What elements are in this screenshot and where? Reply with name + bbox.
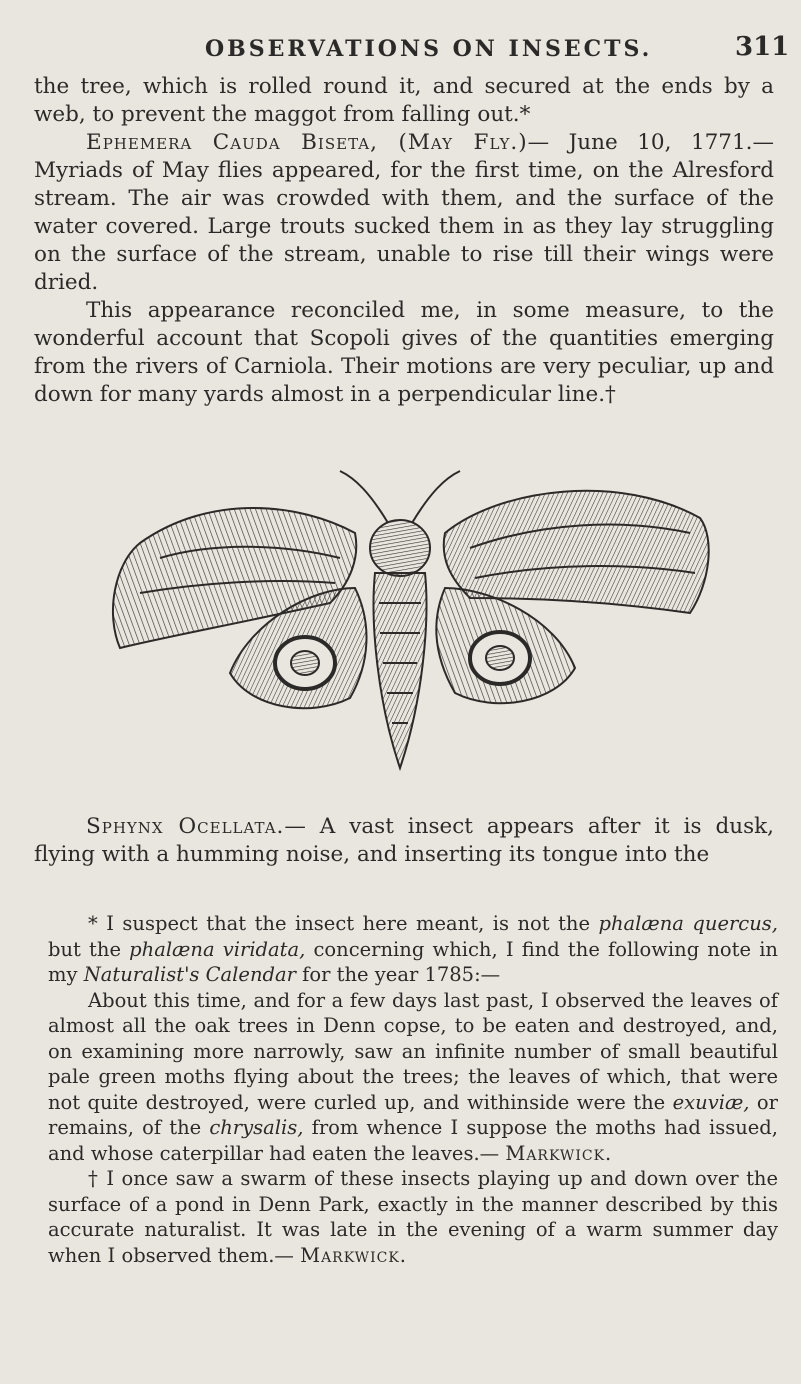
footnote-text: but the [48, 937, 130, 961]
footnote-italic: Naturalist's Calendar [83, 963, 296, 986]
footnote-text: for the year 1785:— [295, 963, 501, 986]
footnote-quotation [48, 988, 778, 1167]
footnote-italic: phalæna quercus, [598, 912, 778, 935]
entry-heading-sphynx: Sphynx Ocellata. [86, 814, 285, 839]
footnote-italic: exuviæ, [672, 1090, 750, 1114]
page-header [0, 30, 801, 70]
footnote-text: concerning which, I find the following note in my [48, 937, 778, 986]
footnote-text: † I once saw a swarm of these insects playing up and down over the surface of a pond in Denn Park, exactly in the manner described by this accurate naturalist. It was late in the evening of a warm summer day when I observed them.— [48, 1167, 778, 1267]
footnote-text: About this time, and for a few days last past, I observed the leaves of almost all the oak trees in Denn copse, to be eaten and destroyed, and, on examining more narrowly, saw an infinite number of small beautiful pale green moths flying about the trees; the leaves of which, that were not quite destroyed, were curled up, and withinside were the [48, 988, 778, 1114]
hawk-moth-engraving-icon [100, 463, 720, 788]
footnote-asterisk [48, 911, 778, 988]
footnote-signature: Markwick. [300, 1243, 407, 1267]
footnote-text: * I suspect that the insect here meant, is not the [88, 912, 599, 935]
footnote-text: from whence I suppose the moths had issued, and whose caterpillar had eaten the leaves.— [48, 1116, 778, 1165]
main-text-bottom [34, 813, 774, 869]
footnote-signature: Markwick. [505, 1141, 613, 1165]
hawk-moth-figure [100, 463, 720, 788]
footnote-italic: phalæna viridata, [129, 937, 306, 961]
entry-heading: Ephemera Cauda Biseta, (May Fly.) [86, 130, 528, 155]
entry-body-sphynx: — A vast insect appears after it is dusk, flying with a humming noise, and inserting its tongue into the [34, 814, 775, 867]
footnote-dagger [48, 1166, 778, 1268]
paragraph-continuation: the tree, which is rolled round it, and secured at the ends by a web, to prevent the maggot from falling out.* [34, 74, 774, 127]
paragraph-sphynx [34, 813, 774, 869]
footnotes [48, 911, 778, 1268]
footnote-text: or remains, of the [48, 1090, 778, 1139]
paragraph-may-fly [34, 129, 774, 297]
running-head: OBSERVATIONS ON INSECTS. [205, 36, 653, 62]
paragraph-scopoli: This appearance reconciled me, in some measure, to the wonderful account that Scopoli gives of the quantities emerging from the rivers of Carniola. Their motions are very peculiar, up and down for many yards almost in a perpendicular line.† [34, 298, 774, 407]
page-number: 311 [735, 32, 790, 62]
main-text-top [34, 73, 774, 409]
footnote-italic: chrysalis, [209, 1116, 304, 1139]
entry-body: — June 10, 1771.— Myriads of May flies appeared, for the first time, on the Alresford stream. The air was crowded with them, and the surface of the water covered. Large trouts sucked them in as they lay struggling on the surface of the stream, unable to rise till their wings were dried. [34, 130, 775, 295]
